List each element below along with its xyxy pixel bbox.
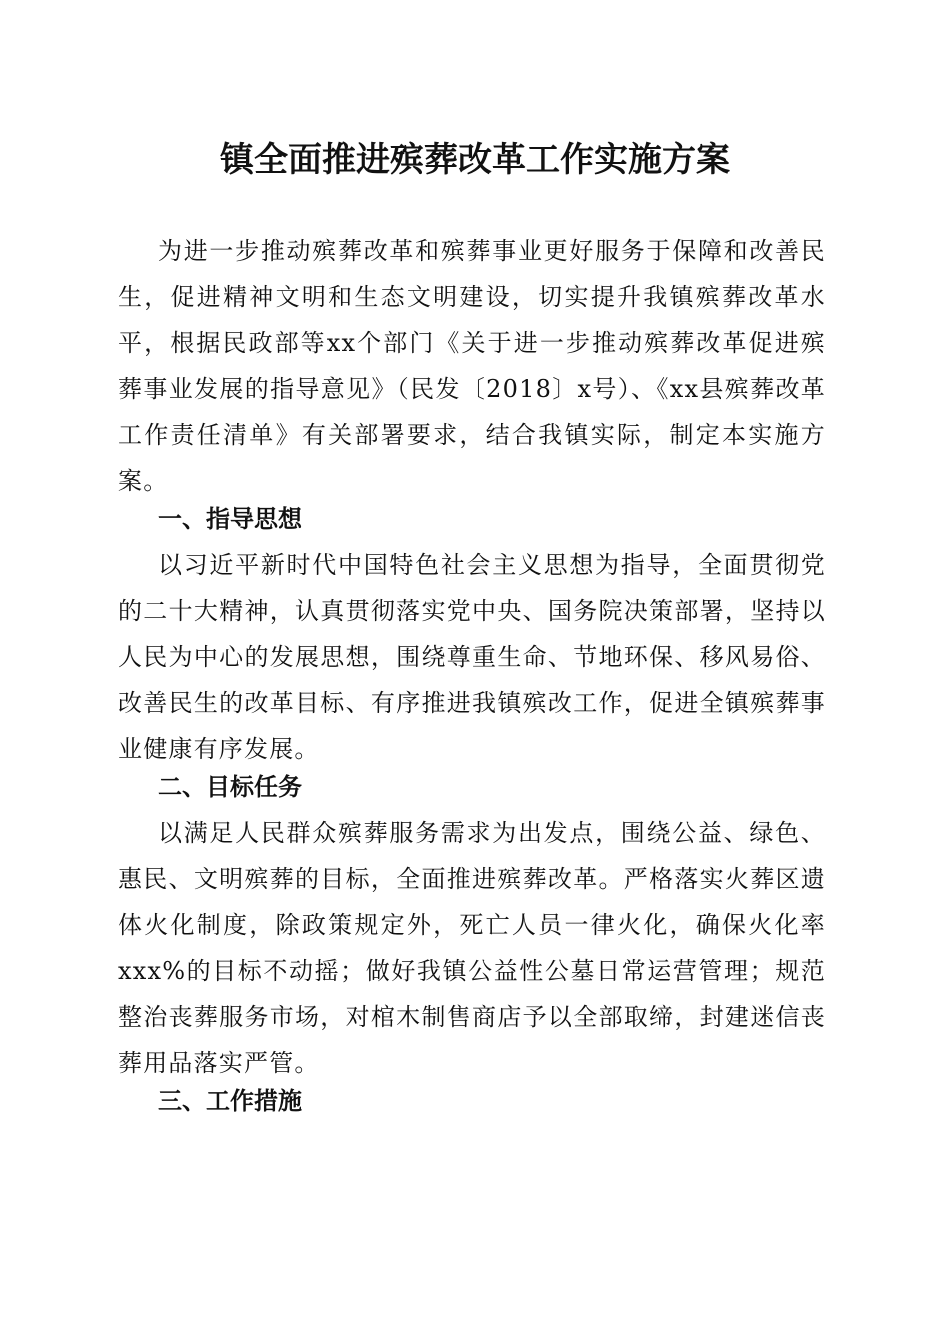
document-title: 镇全面推进殡葬改革工作实施方案 bbox=[220, 140, 730, 180]
intro-paragraph: 为进一步推动殡葬改革和殡葬事业更好服务于保障和改善民生，促进精神文明和生态文明建设，切实提升我镇殡葬改革水平，根据民政部等xx个部门《关于进一步推动殡葬改革促进殡葬事业发展的指导意见》（民发〔2018〕x号）、《xx县殡葬改革工作责任清单》有关部署要求，结合我镇实际，制定本实施方案。 bbox=[118, 237, 826, 495]
section-body-goals-tasks: 以满足人民群众殡葬服务需求为出发点，围绕公益、绿色、惠民、文明殡葬的目标，全面推进殡葬改革。严格落实火葬区遗体火化制度，除政策规定外，死亡人员一律火化，确保火化率xxx%的目标不动摇；做好我镇公益性公墓日常运营管理；规范整治丧葬服务市场，对棺木制售商店予以全部取缔，封建迷信丧葬用品落实严管。 bbox=[118, 819, 826, 1077]
section-heading-goals-tasks: 二、目标任务 bbox=[158, 773, 302, 801]
section-heading-guiding-ideology: 一、指导思想 bbox=[158, 505, 302, 533]
section-body-guiding-ideology: 以习近平新时代中国特色社会主义思想为指导，全面贯彻党的二十大精神，认真贯彻落实党中央、国务院决策部署，坚持以人民为中心的发展思想，围绕尊重生命、节地环保、移风易俗、改善民生的改革目标、有序推进我镇殡改工作，促进全镇殡葬事业健康有序发展。 bbox=[118, 551, 826, 763]
section-heading-work-measures: 三、工作措施 bbox=[158, 1087, 302, 1115]
